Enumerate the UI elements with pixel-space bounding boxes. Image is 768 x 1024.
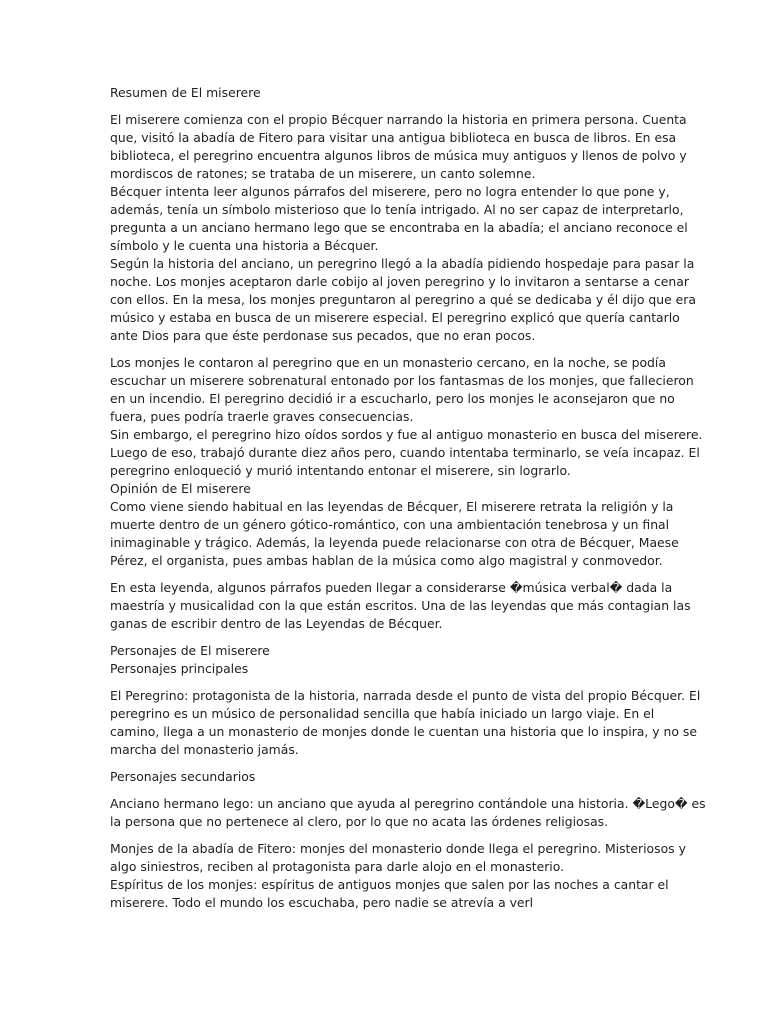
- text-line: Monjes de la abadía de Fitero: monjes del monasterio donde llega el peregrino. Misteriosos y: [110, 841, 686, 856]
- paragraph: [110, 84, 662, 102]
- text-line: inimaginable y trágico. Además, la leyenda puede relacionarse con otra de Bécquer, Maese: [110, 535, 679, 550]
- paragraph: [110, 840, 686, 912]
- paragraph: [110, 579, 691, 633]
- text-line: símbolo y le cuenta una historia a Bécquer.: [110, 238, 379, 253]
- text-line: Luego de eso, trabajó durante diez años pero, cuando intentaba terminarlo, se veía incapaz. El: [110, 445, 700, 460]
- text-line: noche. Los monjes aceptaron darle cobijo al joven peregrino y lo invitaron a sentarse a cenar: [110, 274, 689, 289]
- document-body: [110, 84, 706, 921]
- text-line: la persona que no pertenece al clero, por lo que no acata las órdenes religiosas.: [110, 814, 609, 829]
- text-line: marcha del monasterio jamás.: [110, 742, 299, 757]
- text-line: biblioteca, el peregrino encuentra algunos libros de música muy antiguos y llenos de polvo y: [110, 148, 687, 163]
- text-line: además, tenía un símbolo misterioso que lo tenía intrigado. Al no ser capaz de interpretarlo,: [110, 202, 684, 217]
- paragraph: [110, 687, 701, 759]
- text-line: Anciano hermano lego: un anciano que ayuda al peregrino contándole una historia. �Lego� es: [110, 796, 706, 811]
- text-line: miserere. Todo el mundo los escuchaba, pero nadie se atrevía a verl: [110, 895, 534, 910]
- text-line: Según la historia del anciano, un peregrino llegó a la abadía pidiendo hospedaje para pasar la: [110, 256, 695, 271]
- text-line: con ellos. En la mesa, los monjes preguntaron al peregrino a qué se dedicaba y él dijo que era: [110, 292, 696, 307]
- text-line: maestría y musicalidad con la que están escritos. Una de las leyendas que más contagian las: [110, 598, 691, 613]
- text-line: en un incendio. El peregrino decidió ir a escucharlo, pero los monjes le aconsejaron que no: [110, 391, 675, 406]
- text-line: algo siniestros, reciben al protagonista para darle alojo en el monasterio.: [110, 859, 565, 874]
- paragraph: [110, 795, 706, 831]
- text-line: peregrino enloqueció y murió intentando entonar el miserere, sin lograrlo.: [110, 463, 571, 478]
- text-line: Personajes secundarios: [110, 769, 256, 784]
- text-line: que, visitó la abadía de Fitero para visitar una antigua biblioteca en busca de libros. En esa: [110, 130, 677, 145]
- text-line: escuchar un miserere sobrenatural entonado por los fantasmas de los monjes, que fallecieron: [110, 373, 694, 388]
- text-line: Pérez, el organista, pues ambas hablan de la música como algo magistral y conmovedor.: [110, 553, 663, 568]
- text-line: El miserere comienza con el propio Bécquer narrando la historia en primera persona. Cuenta: [110, 112, 687, 127]
- text-line: mordiscos de ratones; se trataba de un miserere, un canto solemne.: [110, 166, 536, 181]
- text-line: Bécquer intenta leer algunos párrafos del miserere, pero no logra entender lo que pone y,: [110, 184, 670, 199]
- text-line: Resumen de El miserere: [110, 85, 261, 100]
- text-line: muerte dentro de un género gótico-romántico, con una ambientación tenebrosa y un final: [110, 517, 670, 532]
- text-line: fuera, pues podría traerle graves consecuencias.: [110, 409, 414, 424]
- text-line: El Peregrino: protagonista de la historia, narrada desde el punto de vista del propio Bécquer. El: [110, 688, 701, 703]
- text-line: Sin embargo, el peregrino hizo oídos sordos y fue al antiguo monasterio en busca del miserere.: [110, 427, 703, 442]
- text-line: Espíritus de los monjes: espíritus de antiguos monjes que salen por las noches a cantar el: [110, 877, 669, 892]
- paragraph: [110, 354, 703, 570]
- text-line: peregrino es un músico de personalidad sencilla que había iniciado un largo viaje. En el: [110, 706, 655, 721]
- text-line: ganas de escribir dentro de las Leyendas de Bécquer.: [110, 616, 443, 631]
- text-line: camino, llega a un monasterio de monjes donde le cuentan una historia que lo inspira, y no se: [110, 724, 697, 739]
- text-line: Opinión de El miserere: [110, 481, 251, 496]
- text-line: Como viene siendo habitual en las leyendas de Bécquer, El miserere retrata la religión y la: [110, 499, 674, 514]
- text-line: Personajes principales: [110, 661, 249, 676]
- text-line: ante Dios para que éste perdonase sus pecados, que no eran pocos.: [110, 328, 536, 343]
- text-line: pregunta a un anciano hermano lego que se encontraba en la abadía; el anciano reconoce el: [110, 220, 688, 235]
- paragraph: [110, 642, 662, 678]
- text-line: Los monjes le contaron al peregrino que en un monasterio cercano, en la noche, se podía: [110, 355, 666, 370]
- text-line: Personajes de El miserere: [110, 643, 270, 658]
- paragraph: [110, 111, 696, 345]
- text-line: músico y estaba en busca de un miserere especial. El peregrino explicó que quería cantarlo: [110, 310, 680, 325]
- text-line: En esta leyenda, algunos párrafos pueden llegar a considerarse �música verbal� dada la: [110, 580, 673, 595]
- paragraph: [110, 768, 662, 786]
